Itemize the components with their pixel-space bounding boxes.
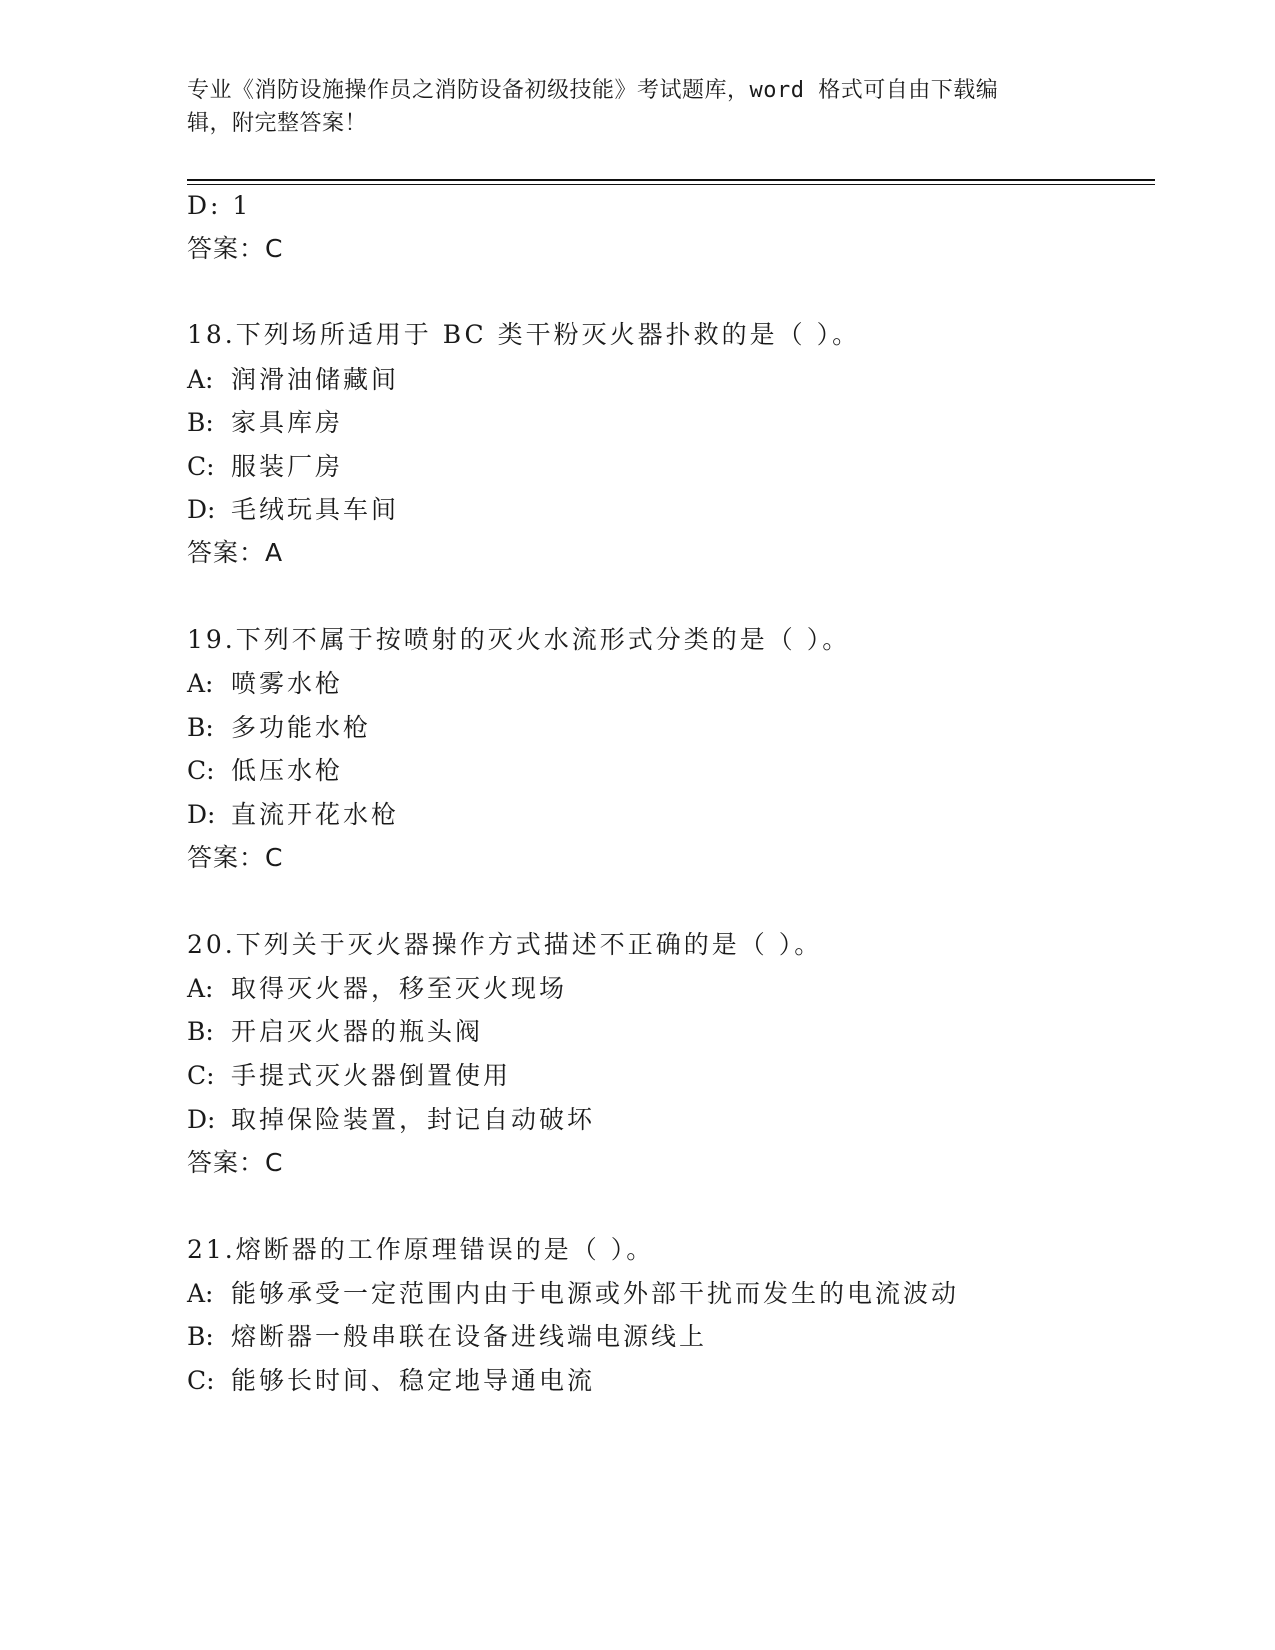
option-letter: D: (187, 800, 216, 829)
question-20-stem: 20.下列关于灭火器操作方式描述不正确的是（ ）。 (187, 930, 823, 959)
question-19-option-a (187, 668, 343, 700)
question-21-stem: 21.熔断器的工作原理错误的是（ ）。 (187, 1235, 655, 1264)
question-21-option-c (187, 1365, 595, 1397)
option-letter: B: (187, 1017, 214, 1046)
option-text: 能够承受一定范围内由于电源或外部干扰而发生的电流波动 (231, 1279, 960, 1308)
question-18-stem: 18.下列场所适用于 BC 类干粉灭火器扑救的是（ ）。 (187, 320, 861, 349)
option-text: 手提式灭火器倒置使用 (231, 1061, 512, 1090)
option-text: 熔断器一般串联在设备进线端电源线上 (231, 1322, 708, 1351)
question-20-option-d (187, 1104, 595, 1136)
option-text: 能够长时间、稳定地导通电流 (231, 1366, 596, 1395)
option-letter: C: (187, 1366, 215, 1395)
option-text: 润滑油储藏间 (231, 365, 400, 394)
option-text: 服装厂房 (231, 452, 344, 481)
option-text: 取得灭火器，移至灭火现场 (231, 974, 568, 1003)
option-text: 毛绒玩具车间 (231, 495, 400, 524)
option-letter: B: (187, 408, 214, 437)
header-line-1: 专业《消防设施操作员之消防设备初级技能》考试题库，word 格式可自由下载编 (187, 78, 999, 103)
option-text: 开启灭火器的瓶头阀 (231, 1017, 484, 1046)
question-20-option-c (187, 1060, 511, 1092)
option-letter: A: (187, 365, 214, 394)
question-21-option-b (187, 1321, 707, 1353)
question-20-option-a (187, 973, 567, 1005)
option-letter: D: (187, 495, 216, 524)
prev-answer: 答案：C (187, 234, 284, 263)
question-18-option-d (187, 494, 399, 526)
option-letter: D: (187, 1105, 216, 1134)
question-19-option-b (187, 712, 371, 744)
option-letter: B: (187, 1322, 214, 1351)
option-text: 直流开花水枪 (231, 800, 400, 829)
question-19-stem: 19.下列不属于按喷射的灭火水流形式分类的是（ ）。 (187, 625, 851, 654)
question-21-option-a (187, 1278, 959, 1310)
question-20-answer: 答案：C (187, 1148, 284, 1177)
option-text: 喷雾水枪 (231, 669, 344, 698)
option-letter: A: (187, 1279, 214, 1308)
question-18-answer: 答案：A (187, 538, 284, 567)
question-18-option-a (187, 364, 399, 396)
option-letter: B: (187, 713, 214, 742)
option-letter: C: (187, 452, 215, 481)
question-19-option-d (187, 799, 399, 831)
option-letter: A: (187, 974, 214, 1003)
question-19-option-c (187, 755, 343, 787)
option-letter: C: (187, 1061, 215, 1090)
page-header (187, 74, 1077, 140)
option-text: 低压水枪 (231, 756, 344, 785)
option-letter: C: (187, 756, 215, 785)
header-divider-thick (187, 179, 1155, 181)
header-divider-thin (187, 184, 1155, 185)
header-line-2: 辑，附完整答案！ (187, 111, 368, 136)
question-19-answer: 答案：C (187, 843, 284, 872)
option-letter: A: (187, 669, 214, 698)
option-text: 多功能水枪 (231, 713, 372, 742)
option-text: 家具库房 (231, 408, 344, 437)
prev-option-d: D: 1 (187, 191, 252, 220)
question-20-option-b (187, 1016, 483, 1048)
question-18-option-b (187, 407, 343, 439)
question-18-option-c (187, 451, 343, 483)
option-text: 取掉保险装置，封记自动破坏 (231, 1105, 596, 1134)
